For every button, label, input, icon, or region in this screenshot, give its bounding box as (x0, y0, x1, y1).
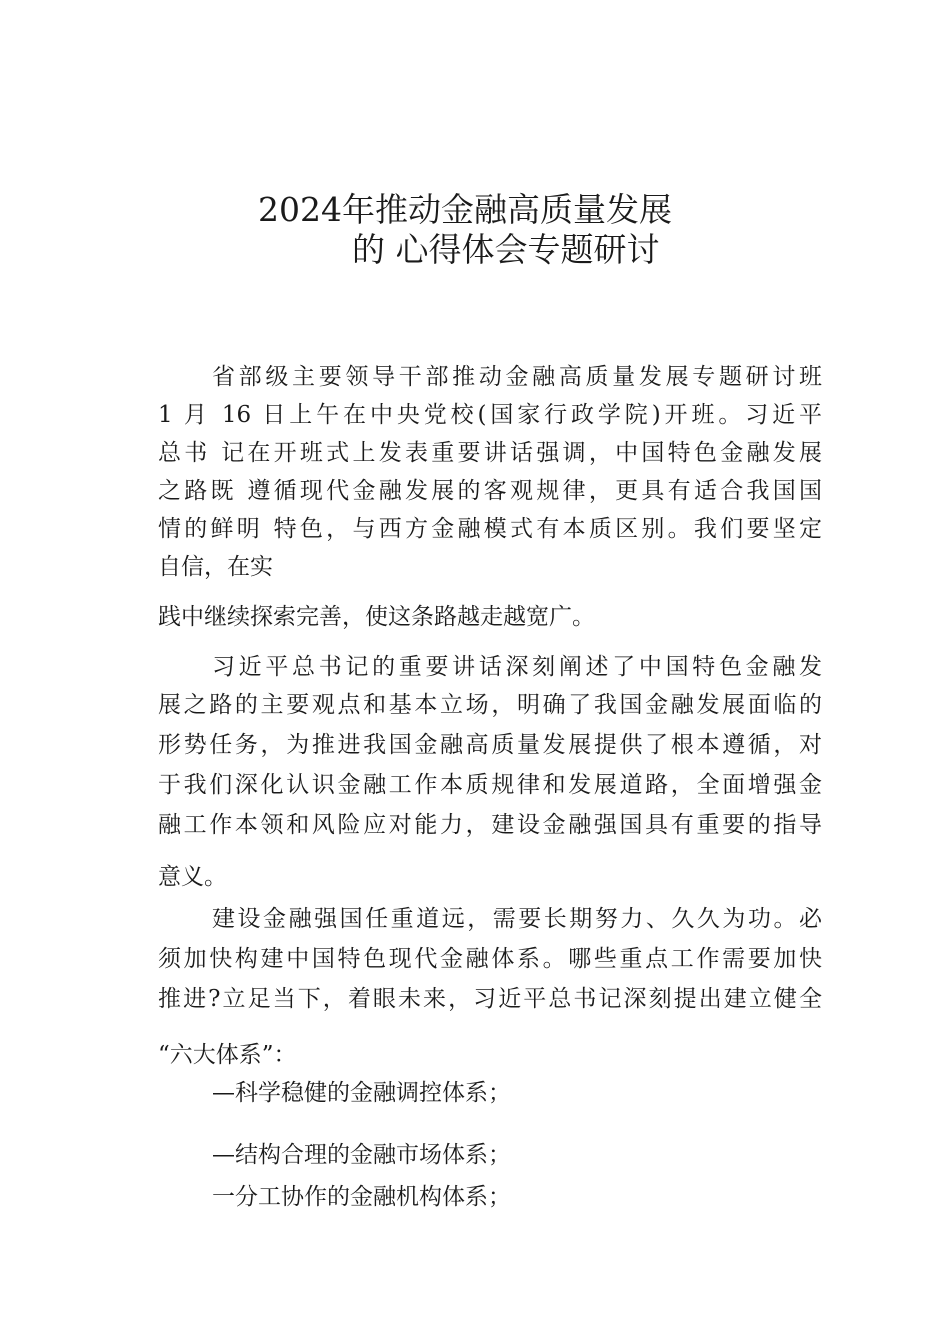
title-line-2: 的 心得体会专题研讨 (352, 230, 660, 269)
paragraph-3-line-2: 须加快构建中国特色现代金融体系。哪些重点工作需要加快 (158, 946, 822, 972)
paragraph-2-line-1: 习近平总书记的重要讲话深刻阐述了中国特色金融发 (212, 654, 822, 680)
paragraph-3-line-4: “六大体系”： (158, 1042, 297, 1068)
list-item-2: —结构合理的金融市场体系； (212, 1142, 511, 1168)
paragraph-2-line-4: 于我们深化认识金融工作本质规律和发展道路，全面增强金 (158, 772, 822, 798)
title-line-1: 2024年推动金融高质量发展 (258, 190, 672, 229)
paragraph-1-line-1: 省部级主要领导干部推动金融高质量发展专题研讨班 (212, 364, 822, 390)
paragraph-2-line-5: 融工作本领和风险应对能力，建设金融强国具有重要的指导 (158, 812, 822, 838)
paragraph-1-line-7: 践中继续探索完善，使这条路越走越宽广。 (158, 604, 595, 630)
paragraph-2-line-3: 形势任务，为推进我国金融高质量发展提供了根本遵循，对 (158, 732, 822, 758)
paragraph-1-line-2: 1 月 16 日上午在中央党校(国家行政学院)开班。习近平 (158, 402, 822, 428)
paragraph-3-line-1: 建设金融强国任重道远，需要长期努力、久久为功。必 (212, 906, 822, 932)
paragraph-3-line-3: 推进?立足当下，着眼未来，习近平总书记深刻提出建立健全 (158, 986, 822, 1012)
paragraph-2-line-2: 展之路的主要观点和基本立场，明确了我国金融发展面临的 (158, 692, 822, 718)
paragraph-1-line-5: 情的鲜明 特色，与西方金融模式有本质区别。我们要坚定 (158, 516, 822, 542)
list-item-1: —科学稳健的金融调控体系； (212, 1080, 511, 1106)
paragraph-1-line-3: 总书 记在开班式上发表重要讲话强调，中国特色金融发展 (158, 440, 822, 466)
paragraph-2-line-6: 意义。 (158, 864, 227, 890)
paragraph-1-line-6: 自信，在实 (158, 554, 273, 580)
paragraph-1-line-4: 之路既 遵循现代金融发展的客观规律，更具有适合我国国 (158, 478, 822, 504)
list-item-3: 一分工协作的金融机构体系； (212, 1184, 511, 1210)
